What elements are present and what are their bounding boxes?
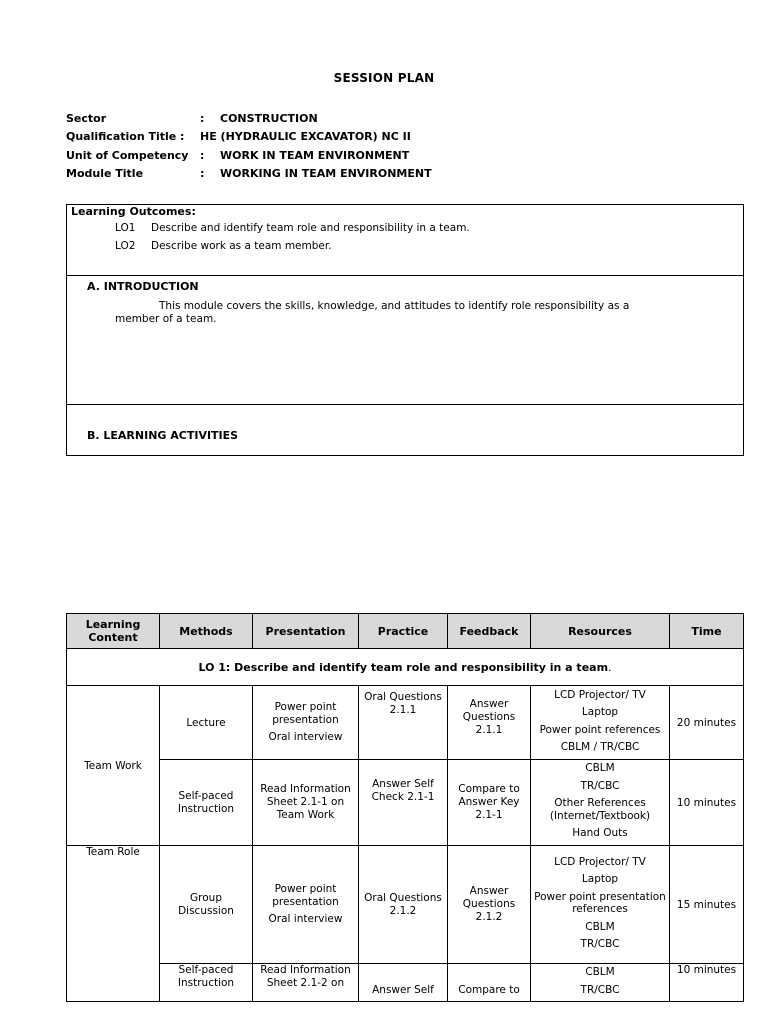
- presentation-line: Power point presentation: [272, 701, 339, 726]
- feedback-cell: Answer Questions 2.1.2: [448, 846, 531, 964]
- meta-value: CONSTRUCTION: [220, 112, 318, 125]
- document-title: SESSION PLAN: [333, 71, 435, 85]
- meta-sep: :: [200, 112, 205, 125]
- resource-item: TR/CBC: [580, 983, 620, 996]
- table-header-row: [67, 614, 744, 649]
- presentation-line: Oral interview: [268, 913, 343, 925]
- lo-text: Describe work as a team member.: [151, 240, 332, 252]
- content-team-role: Team Role: [67, 846, 160, 1002]
- meta-key: Module Title: [66, 166, 144, 180]
- method-cell: Self-paced Instruction: [160, 760, 253, 846]
- resources-cell: [531, 686, 670, 760]
- method-cell: Self-paced Instruction: [160, 964, 253, 1002]
- table-row: [67, 846, 744, 964]
- introduction-box: [66, 275, 744, 405]
- practice-cell: Answer Self: [359, 964, 448, 1002]
- learning-activities-heading: B. LEARNING ACTIVITIES: [87, 429, 239, 442]
- meta-value: HE (HYDRAULIC EXCAVATOR) NC II: [200, 130, 411, 144]
- learning-outcomes-heading: Learning Outcomes:: [71, 205, 196, 218]
- resource-item: Other References (Internet/Textbook): [549, 797, 651, 822]
- feedback-cell: Compare to Answer Key 2.1-1: [448, 760, 531, 846]
- lo-code: LO2: [115, 240, 136, 252]
- feedback-cell: Answer Questions 2.1.1: [448, 686, 531, 760]
- meta-sep: :: [180, 130, 185, 144]
- meta-qualification: [66, 128, 432, 146]
- meta-sep: :: [200, 166, 205, 180]
- lo-row-label: LO 1: Describe and identify team role and responsibility in a team: [198, 660, 609, 674]
- learning-activities-box: [66, 404, 744, 456]
- introduction-line-1: This module covers the skills, knowledge, and attitudes to identify role responsibility as a: [159, 300, 630, 312]
- resource-item: Power point references: [539, 723, 661, 736]
- presentation-cell: [253, 686, 359, 760]
- lo-row-cell: [67, 649, 744, 686]
- meta-key: Sector: [66, 112, 107, 125]
- learning-activities-table: [66, 613, 744, 1002]
- header-time: Time: [670, 614, 744, 649]
- resource-item: CBLM: [585, 762, 615, 775]
- introduction-line-2: member of a team.: [115, 312, 217, 325]
- learning-outcome-item: [115, 222, 470, 234]
- presentation-cell: [253, 846, 359, 964]
- header-learning-content: Learning Content: [67, 614, 160, 649]
- resource-item: TR/CBC: [580, 938, 620, 950]
- introduction-text: [115, 300, 715, 325]
- resource-item: LCD Projector/ TV: [554, 688, 646, 701]
- time-cell: 20 minutes: [670, 686, 744, 760]
- introduction-heading: A. INTRODUCTION: [87, 280, 199, 293]
- lo-code: LO1: [115, 222, 136, 234]
- meta-value: WORKING IN TEAM ENVIRONMENT: [220, 166, 432, 180]
- table-row: [67, 760, 744, 846]
- meta-value: WORK IN TEAM ENVIRONMENT: [220, 148, 410, 162]
- resource-item: Hand Outs: [572, 827, 628, 840]
- feedback-cell: Compare to: [448, 964, 531, 1002]
- meta-key: Unit of Competency: [66, 148, 189, 162]
- meta-key: Qualification Title: [66, 130, 177, 144]
- time-cell: 10 minutes: [670, 760, 744, 846]
- time-cell: 10 minutes: [670, 964, 744, 1002]
- resource-item: Laptop: [581, 873, 619, 885]
- table-lo-row: [67, 649, 744, 686]
- practice-cell: Oral Questions 2.1.1: [359, 686, 448, 760]
- resource-item: TR/CBC: [580, 779, 620, 792]
- resource-item: Laptop: [581, 706, 619, 718]
- meta-block: [66, 110, 432, 183]
- practice-cell: Answer Self Check 2.1-1: [359, 760, 448, 846]
- resource-item: CBLM: [585, 966, 615, 978]
- learning-outcome-item: [115, 240, 332, 252]
- meta-sep: :: [200, 148, 205, 162]
- resource-item: CBLM: [585, 920, 615, 933]
- method-cell: Lecture: [160, 686, 253, 760]
- time-cell: 15 minutes: [670, 846, 744, 964]
- lo-row-tail: .: [608, 660, 612, 674]
- content-team-work: Team Work: [67, 686, 160, 846]
- practice-cell: Oral Questions 2.1.2: [359, 846, 448, 964]
- header-practice: Practice: [359, 614, 448, 649]
- resources-cell: [531, 964, 670, 1002]
- meta-unit: [66, 147, 432, 165]
- header-methods: Methods: [160, 614, 253, 649]
- presentation-line: Power point presentation: [272, 883, 339, 908]
- method-cell: Group Discussion: [160, 846, 253, 964]
- presentation-cell: Read Information Sheet 2.1-1 on Team Work: [253, 760, 359, 846]
- header-presentation: Presentation: [253, 614, 359, 649]
- resources-cell: [531, 760, 670, 846]
- presentation-cell: Read Information Sheet 2.1-2 on: [253, 964, 359, 1002]
- lo-text: Describe and identify team role and responsibility in a team.: [151, 222, 470, 234]
- resource-item: CBLM / TR/CBC: [560, 741, 640, 753]
- header-feedback: Feedback: [448, 614, 531, 649]
- resource-item: LCD Projector/ TV: [554, 855, 646, 868]
- meta-sector: [66, 110, 432, 128]
- presentation-line: Oral interview: [268, 731, 343, 743]
- meta-module: [66, 165, 432, 183]
- table-row: [67, 964, 744, 1002]
- table-row: [67, 686, 744, 760]
- resource-item: Power point presentation references: [534, 890, 666, 915]
- header-resources: Resources: [531, 614, 670, 649]
- learning-outcomes-box: [66, 204, 744, 276]
- resources-cell: [531, 846, 670, 964]
